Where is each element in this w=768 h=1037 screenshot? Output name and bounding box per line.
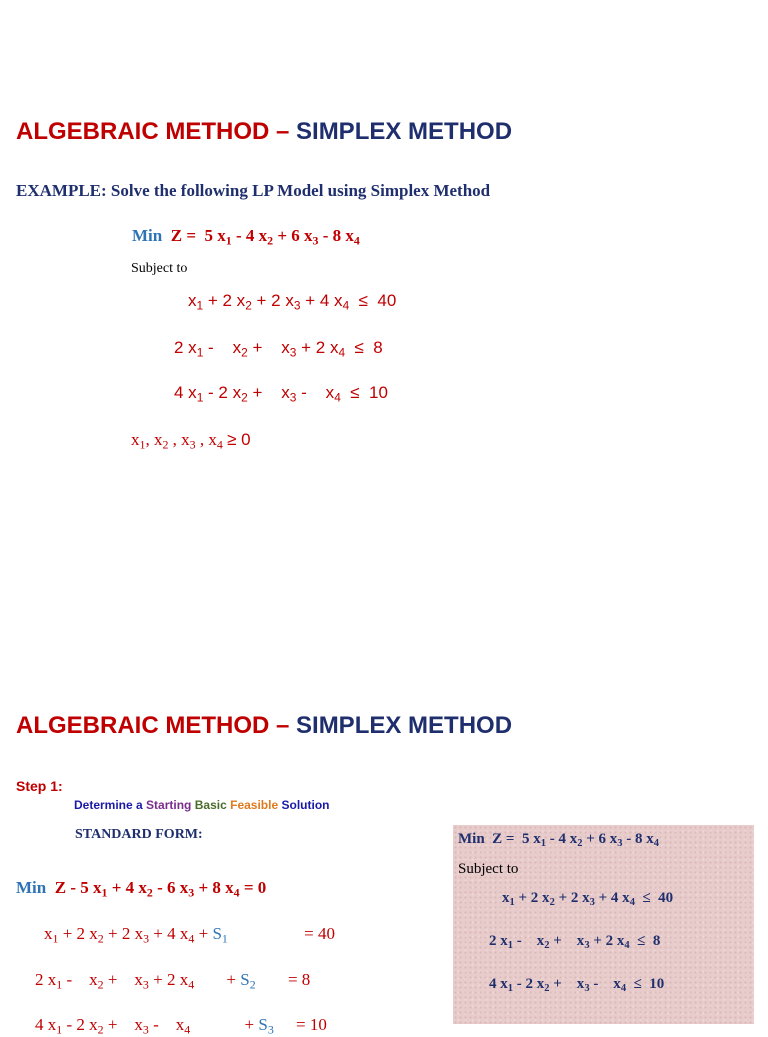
determine-word-3: Basic: [194, 798, 227, 812]
standard-objective: Min Z - 5 $x_1 + 4$ $x_2 - 6$ $x_3 + 8$ $x_4 = 0$: [16, 878, 267, 900]
slide1-nonnegativity: $x_1$, $x_2$ , $x_3$ , $x_4 \ge 0$: [131, 430, 251, 452]
box-subject-to: Subject to: [458, 861, 519, 877]
slide2-title-red: ALGEBRAIC METHOD –: [16, 712, 290, 739]
box-constraint-2: 2 $x_1$ - $x_2$ + $x_3 + 2$ $x_4 \le 8$: [489, 933, 661, 952]
determine-word-1: Determine a: [74, 798, 143, 812]
standard-constraint-2: 2 $x_1$ - $x_2$ + $x_3 + 2$ $x_4 + S_2 = 8$: [35, 970, 311, 992]
slide2-min-label: Min: [16, 878, 47, 897]
slide1-subject-to: Subject to: [131, 261, 188, 276]
determine-word-5: Solution: [281, 798, 330, 812]
slide2-title-blue: SIMPLEX METHOD: [296, 712, 513, 739]
determine-text: [74, 798, 329, 812]
standard-constraint-1: $x_1 + 2$ $x_2 + 2$ $x_3 + 4$ $x_4 + S_1 = 40$: [44, 924, 335, 946]
slide1-example-text: EXAMPLE: Solve the following LP Model using Simplex Method: [16, 181, 491, 200]
slide1-constraint-2: 2 $x_1$ - $x_2$ + $x_3 + 2$ $x_4 \le 8$: [174, 338, 383, 360]
slide1-objective: Min Z = 5 $x_1 - 4$ $x_2 + 6$ $x_3 - 8$ $x_4$: [132, 226, 360, 248]
step1-label: Step 1:: [16, 778, 63, 794]
slide1-constraint-3: 4 $x_1 - 2$ $x_2$ + $x_3$ - $x_4 \le 10$: [174, 383, 388, 405]
standard-form-label: STANDARD FORM:: [75, 827, 203, 842]
slide1-nonneg-tail: ≥ 0: [227, 430, 251, 449]
box-constraint-3: 4 $x_1 - 2$ $x_2$ + $x_3$ - $x_4 \le 10$: [489, 976, 665, 995]
standard-constraint-3: 4 $x_1 - 2$ $x_2$ + $x_3$ - $x_4 + S_3 = 10$: [35, 1015, 327, 1037]
original-model-box: [453, 825, 754, 1024]
box-min-label: Min: [458, 831, 485, 847]
slide2-title: [16, 712, 512, 740]
slide1-title: [16, 118, 512, 146]
slide1-constraint-1: $x_1 + 2$ $x_2 + 2$ $x_3 + 4$ $x_4 \le 40$: [188, 291, 397, 313]
determine-word-4: Feasible: [230, 798, 279, 812]
slide1-title-red: ALGEBRAIC METHOD –: [16, 118, 290, 145]
box-constraint-1: $x_1 + 2$ $x_2 + 2$ $x_3 + 4$ $x_4 \le 40$: [502, 890, 674, 909]
box-objective: Min Z = 5 $x_1 - 4$ $x_2 + 6$ $x_3 - 8$ $x_4$: [458, 831, 660, 850]
determine-word-2: Starting: [146, 798, 192, 812]
slide1-title-blue: SIMPLEX METHOD: [296, 118, 513, 145]
slide1-min-label: Min: [132, 226, 163, 245]
